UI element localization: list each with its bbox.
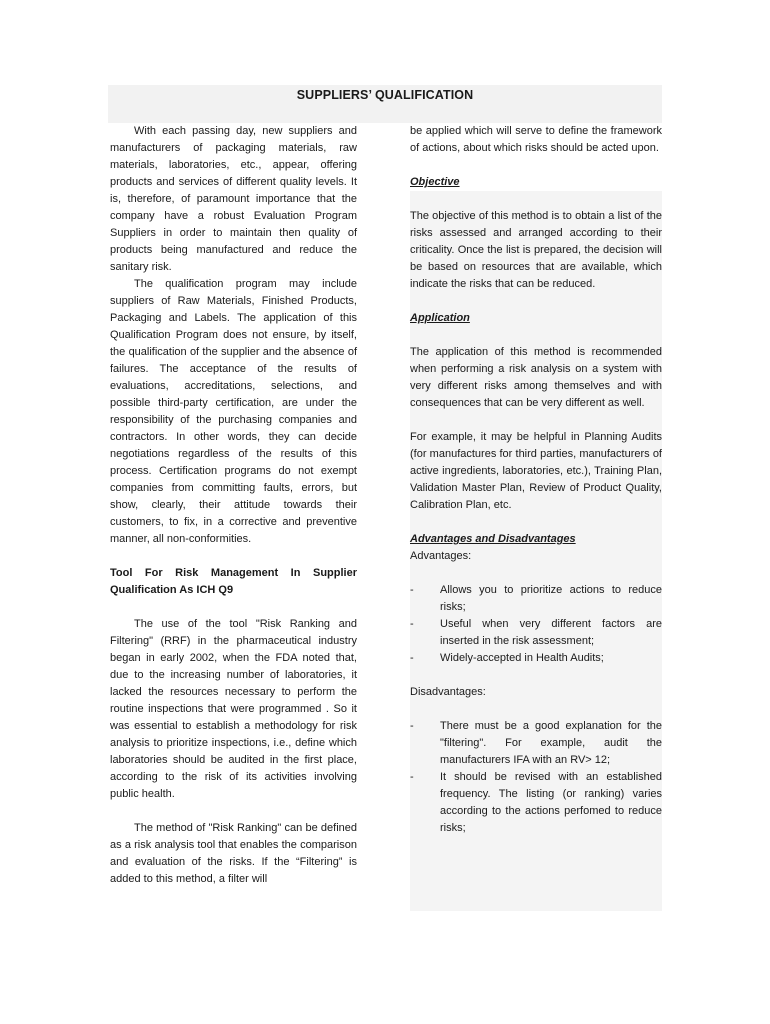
risk-ranking-paragraph: The method of "Risk Ranking" can be defined as a risk analysis tool that enables the comparison and evaluation of the risks. If the “Filtering” is added to this method, a filter will xyxy=(110,822,357,885)
qualification-program-paragraph: The qualification program may include suppliers of Raw Materials, Finished Products, Packaging and Labels. The application of this Qualification Program does not ensure, by itself, the qualification of the supplier and the absence of failures. The acceptance of the results of evaluations, accreditations, selections, and possible third-party certification, are under the responsibility of the purchasing companies and contractors. In other words, they can decide negotiations regardless of the results of this process. Certification programs do not exempt companies from committing faults, errors, but show, clearly, their attitude towards their customers, to fix, in a corrective and preventive manner, all non-conformities. xyxy=(110,278,357,545)
application-text: The application of this method is recommended when performing a risk analysis on a system with very different risks among themselves and with consequences that can be very different as well. xyxy=(410,346,662,409)
list-item: - It should be revised with an established frequency. The listing (or ranking) varies according to the actions perfomed to reduce risks; xyxy=(410,771,662,834)
intro-paragraph: With each passing day, new suppliers and manufacturers of packaging materials, raw materials, laboratories, etc., appear, offering products and services of different quality levels. It is, therefore, of paramount importance that the company have a robust Evaluation Program Suppliers in order to maintain then quality of products being manufactured and reduce the sanitary risk. xyxy=(110,125,357,273)
advantages-disadvantages-heading: Advantages and Disadvantages xyxy=(410,533,576,545)
document-title: SUPPLIERS’ QUALIFICATION xyxy=(296,88,474,102)
example-text: For example, it may be helpful in Planning Audits (for manufactures for third parties, manufacturers of active ingredients, laboratories, etc.), Training Plan, Validation Master Plan, Review of Product Quality, Calibration Plan, etc. xyxy=(410,431,662,511)
list-item: - Widely-accepted in Health Audits; xyxy=(410,652,604,664)
list-item: - Allows you to prioritize actions to reduce risks; xyxy=(410,584,662,613)
advantages-label: Advantages: xyxy=(410,550,472,562)
rrf-history-paragraph: The use of the tool "Risk Ranking and Filtering" (RRF) in the pharmaceutical industry began in early 2002, when the FDA noted that, due to the increasing number of laboratories, it lacked the resources necessary to perform the routine inspections that were programmed . So it was essential to establish a methodology for risk analysis to prioritize inspections, i.e., define which laboratories should be audited in the first place, according to the risk of its activities involving public health. xyxy=(110,618,357,800)
application-heading: Application xyxy=(410,312,470,324)
advantages-list xyxy=(410,582,662,667)
continuation-paragraph: be applied which will serve to define the framework of actions, about which risks should be acted upon. xyxy=(410,125,662,154)
disadvantages-label: Disadvantages: xyxy=(410,686,486,698)
objective-text: The objective of this method is to obtain a list of the risks assessed and arranged according to their criticality. Once the list is prepared, the decision will be based on resources that are available, which indicate the risks that can be reduced. xyxy=(410,210,662,290)
left-column xyxy=(110,123,357,888)
list-item: - There must be a good explanation for the "filtering". For example, audit the manufacturers IFA with an RV> 12; xyxy=(410,720,662,766)
risk-management-heading: Tool For Risk Management In Supplier Qualification As ICH Q9 xyxy=(110,567,357,596)
disadvantages-list xyxy=(410,718,662,837)
list-item: - Useful when very different factors are inserted in the risk assessment; xyxy=(410,618,662,647)
right-column xyxy=(410,123,662,911)
objective-heading: Objective xyxy=(410,176,460,188)
